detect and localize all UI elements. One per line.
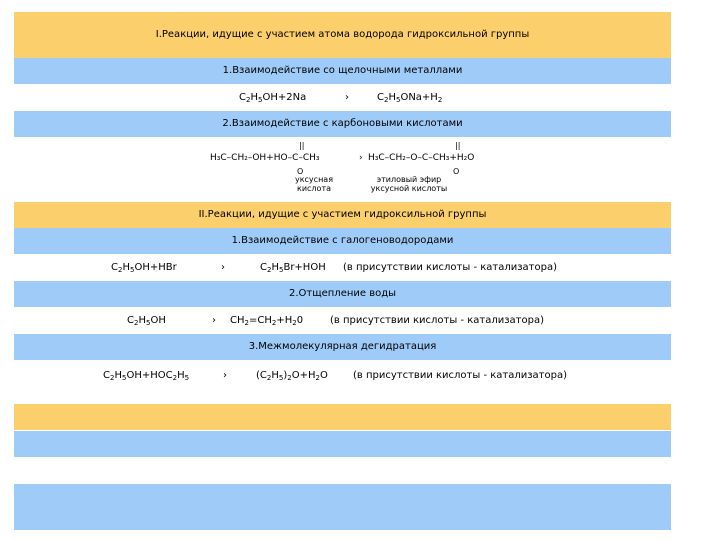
reaction1-reactant: $C_2H_5OH+2Na$	[239, 92, 307, 104]
ester-arrow: ›	[359, 153, 363, 163]
reaction4-title: 2.Отщепление воды	[288, 288, 397, 299]
reaction1-arrow: ›	[345, 92, 349, 103]
ester-right-double-bond: ||	[455, 141, 461, 150]
reaction2-title: 2.Взаимодействие с карбоновыми кислотами	[222, 118, 463, 129]
reaction3-arrow: ›	[221, 262, 225, 273]
reaction1-product: $C_2H_5ONa+H_2$	[377, 92, 443, 104]
section2-title: II.Реакции, идущие с участием гидроксильной группы	[198, 209, 487, 220]
reaction5-title: 3.Межмолекулярная дегидратация	[248, 341, 437, 352]
reaction3-product: $C_2H_5Br+HOH$	[260, 262, 326, 274]
ester-right-formula: H₃C–CH₂–O–C–CH₃+H₂O	[368, 153, 475, 163]
reaction3-condition: (в присутствии кислоты - катализатора)	[343, 262, 558, 273]
reaction5-reactant: $C_2H_5OH+HOC_2H_5$	[103, 370, 190, 382]
reaction4-reactant: $C_2H_5OH$	[127, 315, 166, 327]
reaction4-condition: (в присутствии кислоты - катализатора)	[330, 315, 545, 326]
reaction4-arrow: ›	[212, 315, 216, 326]
ester-caption-right: этиловый эфир уксусной кислоты	[370, 175, 448, 193]
empty-blue-band-2	[14, 484, 671, 530]
ester-left-oxygen: O	[297, 167, 304, 176]
reaction3-title: 1.Взаимодействие с галогеноводородами	[231, 235, 454, 246]
ester-right-oxygen: O	[453, 167, 460, 176]
reaction3-reactant: $C_2H_5OH+HBr$	[111, 262, 177, 274]
section1-title: I.Реакции, идущие с участием атома водорода гидроксильной группы	[155, 29, 530, 40]
reaction4-product: $CH_2=CH_2+H_20$	[230, 315, 304, 327]
reaction1-title: 1.Взаимодействие со щелочными металлами	[222, 65, 463, 76]
reaction5-product: $(C_2H_5)_2O+H_2O$	[256, 370, 328, 382]
ester-caption-left: уксусная кислота	[294, 175, 334, 193]
ester-left-double-bond: ||	[299, 141, 305, 150]
empty-orange-band	[14, 404, 671, 430]
ester-left-formula: H₃C–CH₂–OH+HO–C–CH₃	[210, 153, 320, 163]
reaction5-arrow: ›	[223, 370, 227, 381]
empty-blue-band-1	[14, 431, 671, 457]
esterification-equation	[14, 137, 671, 200]
reaction5-condition: (в присутствии кислоты - катализатора)	[353, 370, 568, 381]
